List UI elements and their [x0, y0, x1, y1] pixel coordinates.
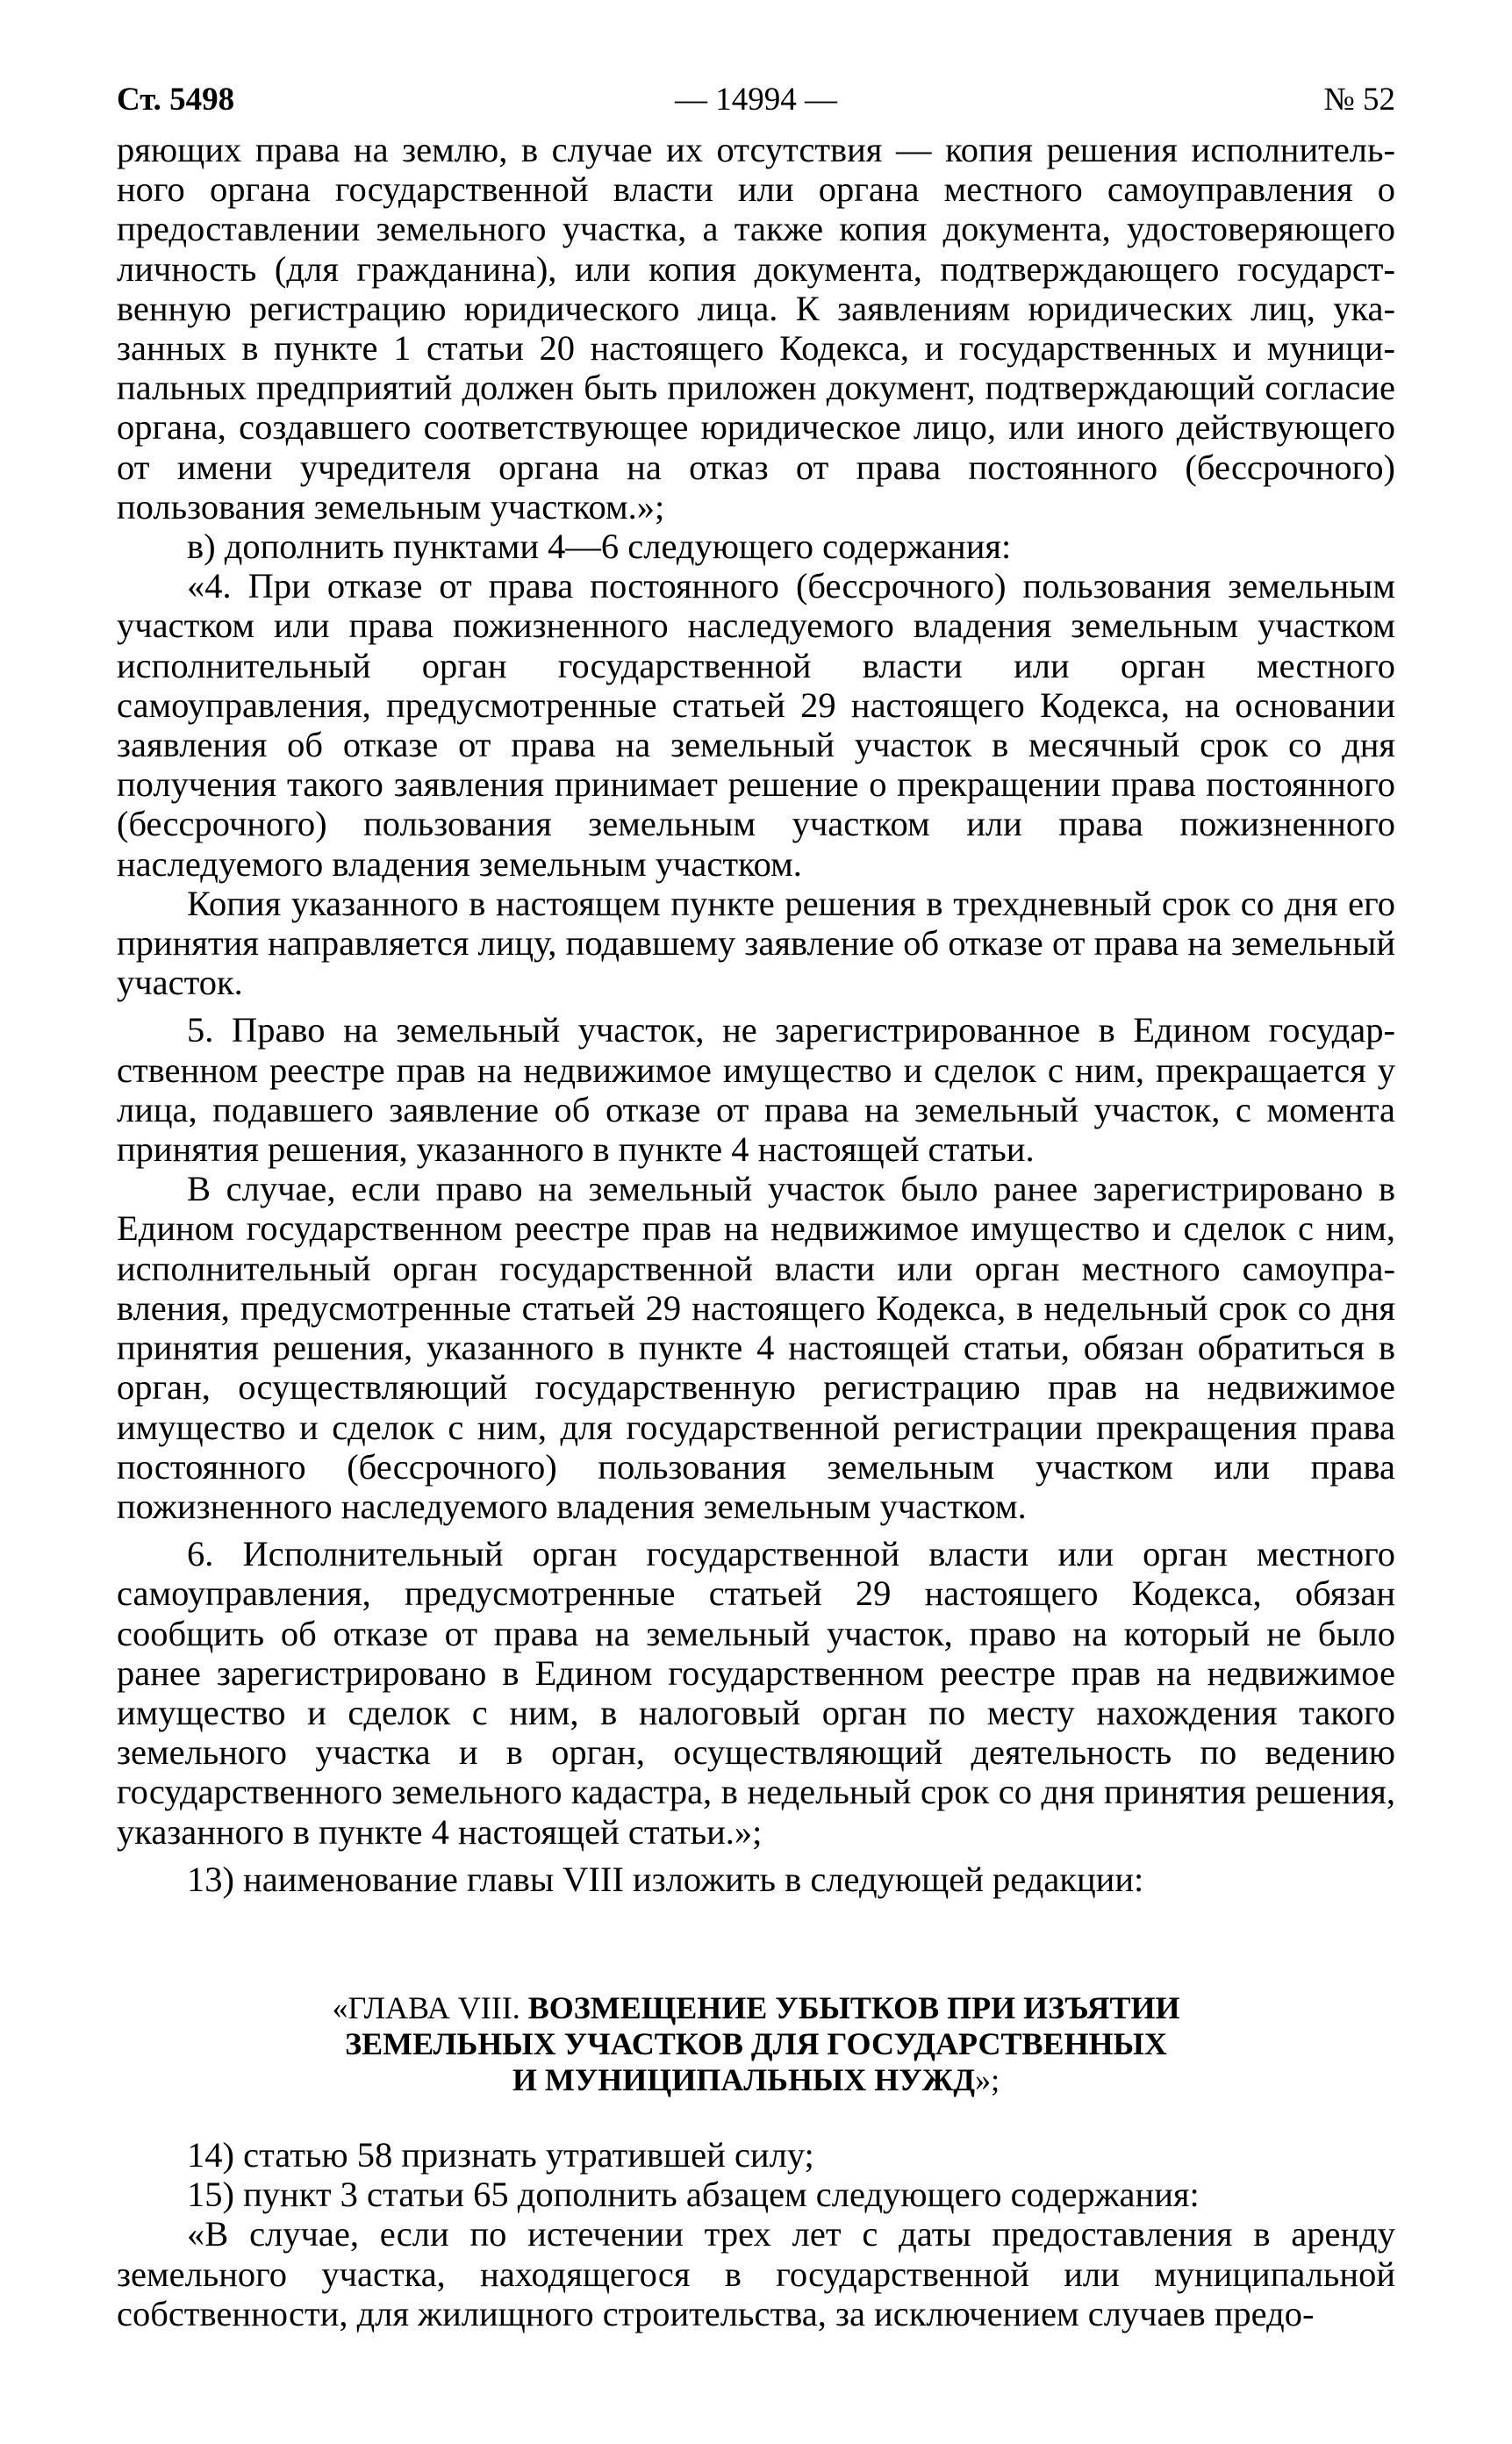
paragraph-quote-start: «В случае, если по истечении трех лет с даты предоставления в аренду земельного участка, находящегося в государственной или муниципальной собственности, для жилищного строительства, за исключением случаев предо- — [117, 2214, 1395, 2333]
paragraph-continuation: ряющих права на землю, в случае их отсутствия — копия решения исполнительного органа государственной власти или органа местного самоуправления о предоставлении земельного участка, а также копия документа, удостоверяющего личность (для гражданина), или копия документа, подтверждающего государственную регистрацию юридического лица. К заявлениям юридических лиц, указанных в пункте 1 статьи 20 настоящего Кодекса, и государственных и муниципальных предприятий должен быть приложен документ, подтверждающий согласие органа, создавшего соответствующее юридическое лицо, или иного действующего от имени учредителя органа на отказ от права постоянного (бессрочного) пользования земельным участком.»; — [117, 130, 1395, 527]
paragraph-item-14: 14) статью 58 признать утратившей силу; — [187, 2134, 814, 2175]
chapter-suffix: »; — [975, 2061, 1000, 2097]
paragraph-point-5: 5. Право на земельный участок, не зарегистрированное в Едином государственном реестре прав на недвижимое имущество и сделок с ним, прекращается у лица, подавшего заявление об отказе от права на земельный участок, с момента принятия решения, указанного в пункте 4 настоящей статьи. — [117, 1010, 1395, 1170]
chapter-title-line-1: ВОЗМЕЩЕНИЕ УБЫТКОВ ПРИ ИЗЪЯТИИ — [527, 1989, 1180, 2025]
paragraph-item-15: 15) пункт 3 статьи 65 дополнить абзацем следующего содержания: — [187, 2175, 1200, 2215]
paragraph-point-6: 6. Исполнительный орган государственной власти или орган местного самоуправления, предусмотренные статьей 29 настоящего Кодекса, обязан сообщить об отказе от права на земельный участок, право на который не было ранее зарегистрировано в Едином государственном реестре прав на недвижимое имущество и сделок с ним, в налоговый орган по месту нахождения такого земельного участка и в орган, осуществляющий деятельность по ведению государственного земельного кадастра, в недельный срок со дня принятия решения, указанного в пункте 4 настоящей статьи.»; — [117, 1534, 1395, 1852]
page-header — [117, 74, 1395, 126]
paragraph-item-v: в) дополнить пунктами 4—6 следующего содержания: — [187, 527, 1012, 567]
paragraph-point-4: «4. При отказе от права постоянного (бессрочного) пользования земельным участком или права пожизненного наследуемого владения земельным участком исполнительный орган государственной власти или орган местного самоуправления, предусмотренные статьей 29 настоящего Кодекса, на основании заявления об отказе от права на земельный участок в месячный срок со дня получения такого заявления принимает решение о прекращении права постоянного (бессрочного) пользования земельным участком или права пожизненного наследуемого владения земельным участком. — [117, 566, 1395, 884]
chapter-title-line-2: ЗЕМЕЛЬНЫХ УЧАСТКОВ ДЛЯ ГОСУДАРСТВЕННЫХ — [345, 2025, 1167, 2061]
paragraph-point-5-registered: В случае, если право на земельный участок было ранее зарегистрировано в Едином государственном реестре прав на недвижимое имущество и сделок с ним, исполнительный орган государственной власти или орган местного самоуправления, предусмотренные статьей 29 настоящего Кодекса, в недельный срок со дня принятия решения, указанного в пункте 4 настоящей статьи, обязан обратиться в орган, осуществляющий государственную регистрацию прав на недвижимое имущество и сделок с ним, для государственной регистрации прекращения права постоянного (бессрочного) пользования земельным участком или права пожизненного наследуемого владения земельным участком. — [117, 1169, 1395, 1526]
header-article-number: Ст. 5498 — [117, 82, 235, 118]
document-page — [117, 74, 1395, 2333]
chapter-title-line-3: И МУНИЦИПАЛЬНЫХ НУЖД — [512, 2061, 976, 2097]
paragraph-point-4-copy: Копия указанного в настоящем пункте решения в трехдневный срок со дня его принятия направляется лицу, подавшему заявление об отказе от права на земельный участок. — [117, 883, 1395, 1003]
header-issue-number: № 52 — [1323, 82, 1395, 118]
paragraph-item-13: 13) наименование главы VIII изложить в следующей редакции: — [187, 1859, 1144, 1899]
header-page-number: — 14994 — — [675, 82, 837, 118]
chapter-heading — [117, 1990, 1395, 2098]
document-body — [117, 130, 1395, 2333]
chapter-prefix: «ГЛАВА VIII. — [332, 1989, 528, 2025]
